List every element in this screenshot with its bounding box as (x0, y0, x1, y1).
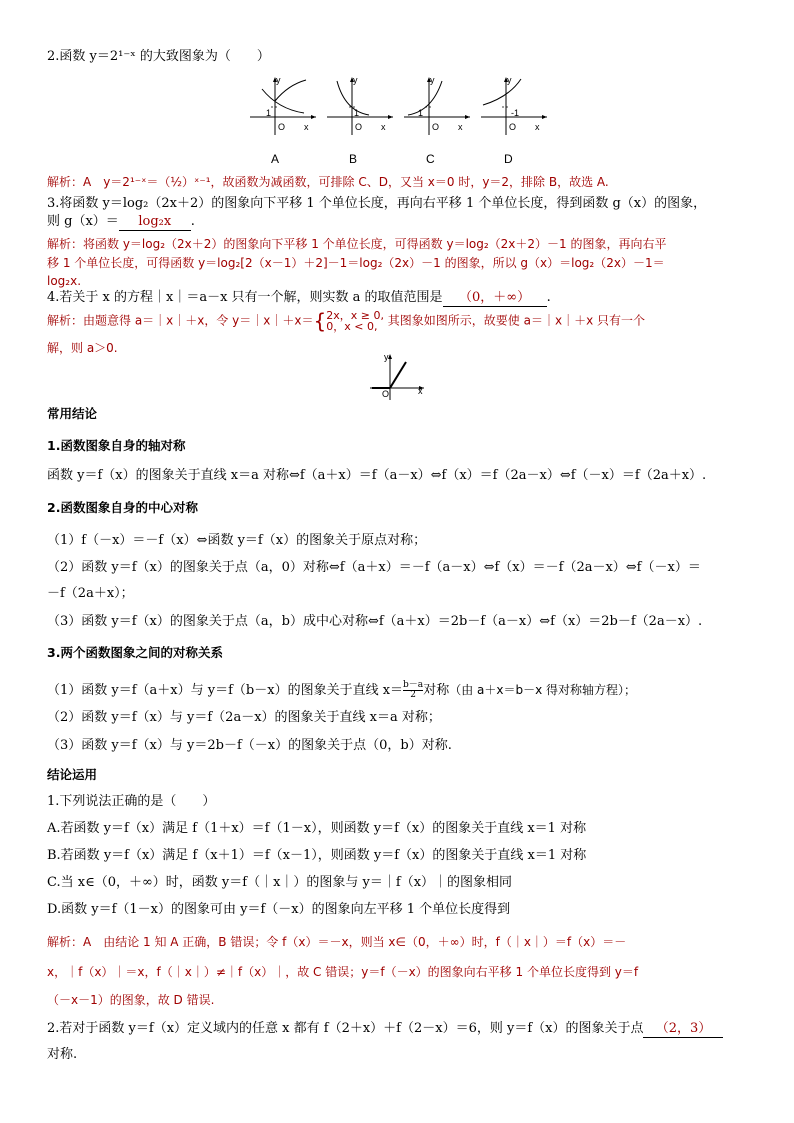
q3-text2 (47, 214, 195, 231)
apply-sol3: （－x－1）的图象，故 D 错误. (47, 993, 215, 1007)
apply-heading: 结论运用 (47, 767, 98, 782)
s3-l1-frac-num: b－a (403, 680, 424, 690)
s3-l1-note: （由 a＋x＝b－x 得对称轴方程）； (449, 683, 637, 697)
apply-opt-c: C.当 x∈（0，＋∞）时，函数 y＝f（｜x｜）的图象与 y＝｜f（x）｜的图象相同 (47, 875, 513, 890)
q4-solution2: 解，则 a＞0. (47, 341, 118, 355)
q3-text1: 3.将函数 y＝log₂（2x＋2）的图象向下平移 1 个单位长度，再向右平移 1 个单位长度，得到函数 g（x）的图象， (47, 196, 707, 211)
graph-c-o: O (432, 122, 440, 132)
graph-c-one: 1 (418, 108, 424, 118)
s3-l2: （2）函数 y＝f（x）与 y＝f（2a－x）的图象关于直线 x＝a 对称； (47, 710, 441, 725)
q3-solution3: log₂x. (47, 274, 82, 288)
q2-text: 2.函数 y＝2¹⁻ˣ 的大致图象为（ ） (47, 49, 270, 64)
apply-sol2: x，｜f（x）｜＝x，f（｜x｜）≠｜f（x）｜，故 C 错误；y＝f（－x）的图象向右平移 1 个单位长度得到 y＝f (47, 965, 639, 979)
s2-title: 2.函数图象自身的中心对称 (47, 500, 198, 515)
q3-answer: log₂x (119, 214, 191, 231)
graph-a-x: x (304, 122, 309, 132)
graph-d-label: D (504, 152, 513, 166)
s1-title: 1.函数图象自身的轴对称 (47, 438, 186, 453)
s2-l2b: －f（2a＋x）； (47, 586, 134, 601)
graph-a-one: 1 (266, 108, 272, 118)
graph-d-x: x (535, 122, 540, 132)
graph-d-neg-one: -1 (511, 108, 520, 118)
apply-opt-d: D.函数 y＝f（1－x）的图象可由 y＝f（－x）的图象向左平移 1 个单位长度得到 (47, 902, 511, 917)
q4-graph-o: O (382, 389, 390, 399)
graph-b-one: 1 (354, 108, 360, 118)
q4-solution-pre: 解析：由题意得 a＝｜x｜＋x，令 y＝｜x｜＋x＝ (47, 313, 314, 328)
q4-answer: （0，＋∞） (443, 290, 547, 307)
graph-b-y: y (353, 75, 358, 85)
q2-solution: 解析：A y＝2¹⁻ˣ＝（½）ˣ⁻¹，故函数为减函数，可排除 C、D，又当 x＝0 时，y＝2，排除 B，故选 A. (47, 175, 609, 189)
q3-solution1: 解析：将函数 y＝log₂（2x＋2）的图象向下平移 1 个单位长度，可得函数 y＝log₂（2x＋2）－1 的图象，再向右平 (47, 237, 667, 251)
q4-solution-post: 其图象如图所示，故要使 a＝｜x｜＋x 只有一个 (387, 313, 645, 328)
s3-l1 (47, 681, 636, 700)
graph-c-x: x (458, 122, 463, 132)
s3-l1-pre: （1）函数 y＝f（a＋x）与 y＝f（b－x）的图象关于直线 x＝ (47, 683, 404, 698)
q4-cases (326, 310, 384, 332)
s3-l3: （3）函数 y＝f（x）与 y＝2b－f（－x）的图象关于点（0，b）对称. (47, 738, 452, 753)
s3-title: 3.两个函数图象之间的对称关系 (47, 645, 223, 660)
q3-text2-post: . (190, 214, 195, 229)
s2-l2: （2）函数 y＝f（x）的图象关于点（a，0）对称⇔f（a＋x）＝－f（a－x）⇔f（x）＝－f（2a－x）⇔f（－x）＝ (47, 560, 701, 575)
s3-l1-frac-den: 2 (410, 690, 416, 700)
graph-c-label: C (426, 152, 435, 166)
apply-q1: 1.下列说法正确的是（ ） (47, 794, 216, 809)
graph-d-y: y (507, 75, 512, 85)
s2-l3: （3）函数 y＝f（x）的图象关于点（a，b）成中心对称⇔f（a＋x）＝2b－f（a－x）⇔f（x）＝2b－f（2a－x）. (47, 614, 703, 629)
q4-text-post: . (546, 290, 551, 305)
graph-c-y: y (430, 75, 435, 85)
q4-graph-y: y (384, 352, 389, 362)
common-heading: 常用结论 (47, 406, 98, 421)
q4-brace: { (313, 309, 327, 333)
q4-text (47, 290, 551, 307)
q3-text2-pre: 则 g（x）＝ (47, 214, 119, 229)
q3-solution2: 移 1 个单位长度，可得函数 y＝log₂[2（x－1）＋2]－1＝log₂（2x）－1 的图象，所以 g（x）＝log₂（2x）－1＝ (47, 256, 665, 270)
q4-solution (47, 310, 645, 332)
apply-q2-answer: （2，3） (643, 1021, 723, 1038)
graph-d-o: O (509, 122, 517, 132)
graph-a-y: y (276, 75, 281, 85)
graph-b-label: B (349, 152, 358, 166)
q4-case1: 2x，x ≥ 0, (326, 309, 384, 322)
apply-q2 (47, 1021, 723, 1038)
apply-opt-b: B.若函数 y＝f（x）满足 f（x＋1）＝f（x－1），则函数 y＝f（x）的图象关于直线 x＝1 对称 (47, 848, 587, 863)
graph-a-o: O (278, 122, 286, 132)
graph-b-x: x (381, 122, 386, 132)
s3-l1-post: 对称 (423, 683, 450, 698)
q4-text-pre: 4.若关于 x 的方程｜x｜＝a－x 只有一个解，则实数 a 的取值范围是 (47, 290, 443, 305)
apply-q2-post: 对称. (47, 1047, 78, 1062)
graph-a-label: A (271, 152, 280, 166)
apply-q2-pre: 2.若对于函数 y＝f（x）定义域内的任意 x 都有 f（2＋x）＋f（2－x）＝6，则 y＝f（x）的图象关于点 (47, 1021, 644, 1036)
s2-l1: （1）f（－x）＝－f（x）⇔函数 y＝f（x）的图象关于原点对称； (47, 533, 427, 548)
s3-l1-frac (403, 681, 423, 700)
apply-opt-a: A.若函数 y＝f（x）满足 f（1＋x）＝f（1－x），则函数 y＝f（x）的图象关于直线 x＝1 对称 (47, 821, 587, 836)
apply-sol1: 解析：A 由结论 1 知 A 正确，B 错误；令 f（x）＝－x，则当 x∈（0，＋∞）时，f（｜x｜）＝f（x）＝－ (47, 935, 627, 949)
q4-case2: 0，x < 0, (326, 320, 378, 333)
graph-b-o: O (355, 122, 363, 132)
s1-line: 函数 y＝f（x）的图象关于直线 x＝a 对称⇔f（a＋x）＝f（a－x）⇔f（x）＝f（2a－x）⇔f（－x）＝f（2a＋x）. (47, 468, 707, 483)
q4-graph-x: x (418, 386, 423, 396)
